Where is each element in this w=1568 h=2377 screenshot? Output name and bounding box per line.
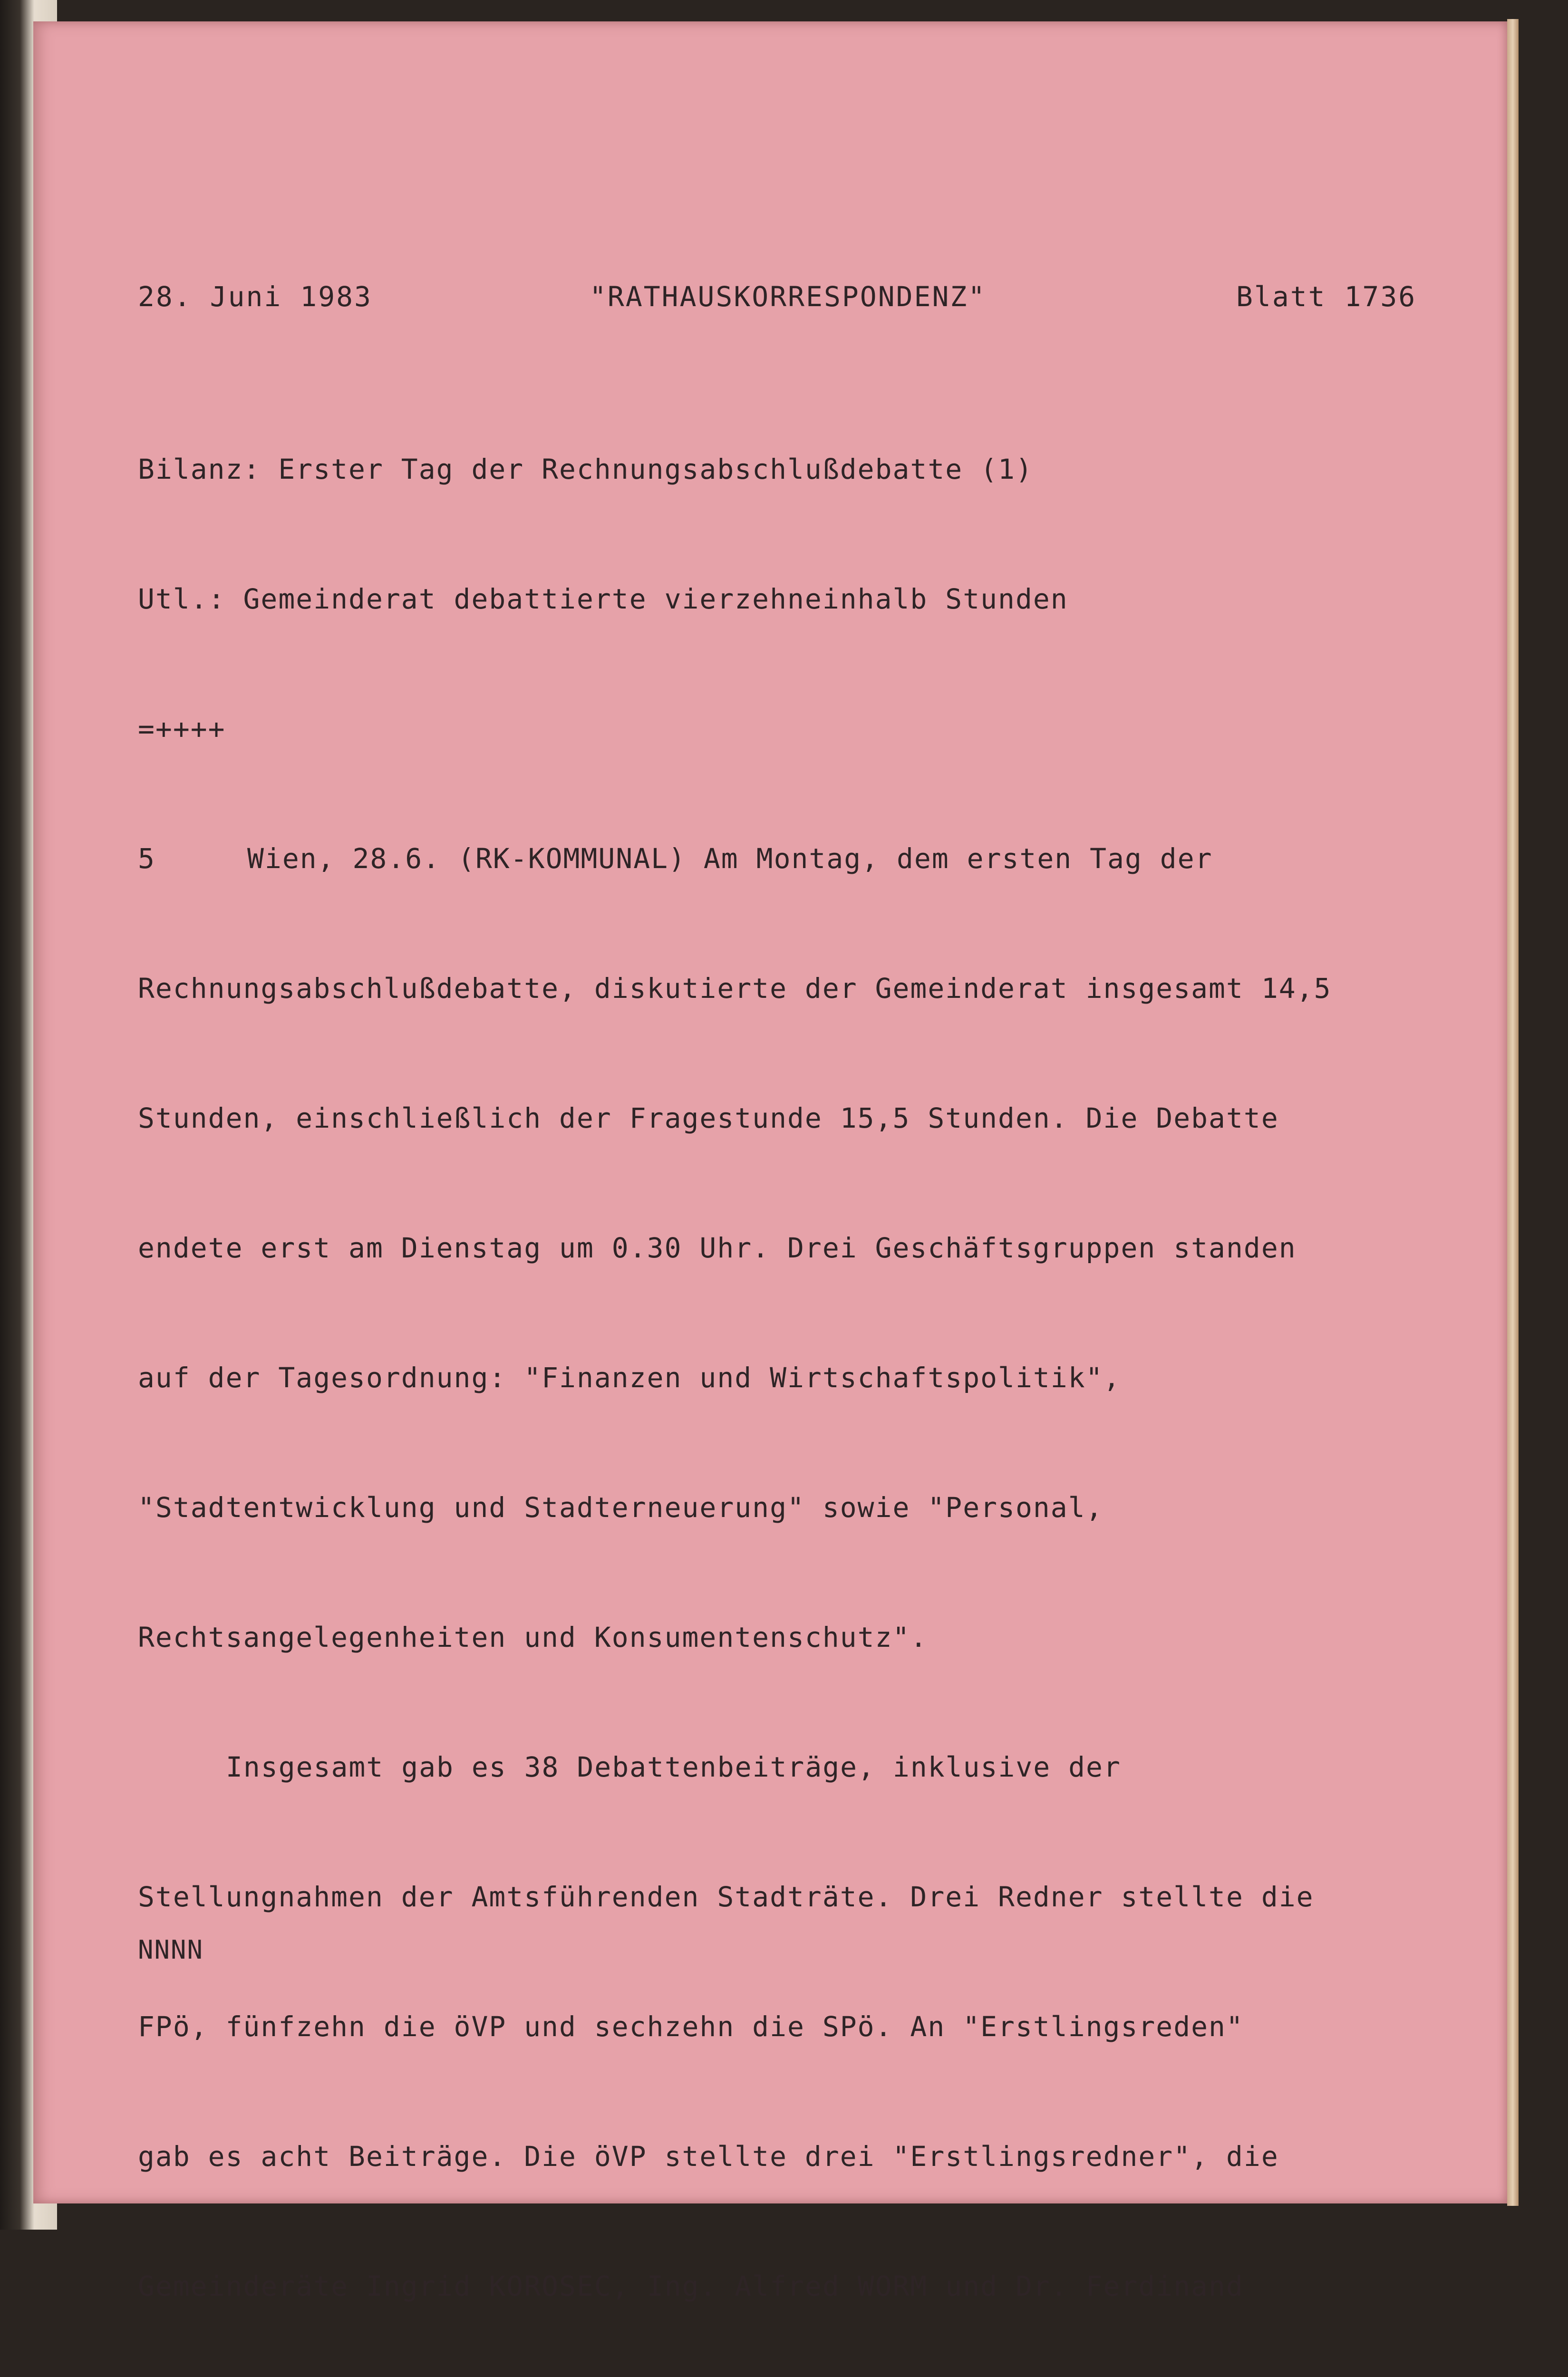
intro-line: Rechnungsabschlußdebatte, diskutierte der Gemeinderat insgesamt 14,5	[138, 972, 1332, 1005]
intro-line: "Stadtentwicklung und Stadterneuerung" sowie "Personal,	[138, 1491, 1103, 1524]
intro-line: auf der Tagesordnung: "Finanzen und Wirtschaftspolitik",	[138, 1362, 1121, 1394]
item-number: 5	[138, 842, 155, 875]
article-subtitle: Utl.: Gemeinderat debattierte vierzehneinhalb Stunden	[138, 583, 1068, 615]
para2-line: Stellungnahmen der Amtsführenden Stadträte. Drei Redner stellte die	[138, 1881, 1314, 1913]
page-edge	[1507, 19, 1519, 2206]
document-body	[138, 361, 1431, 2377]
end-mark: NNNN	[138, 1935, 204, 1965]
intro-line: Rechtsangelegenheiten und Konsumentenschutz".	[138, 1621, 928, 1653]
separator-line: =++++	[138, 713, 226, 745]
para2-line: Gemeinderäte Ingrid KOROSEC, Ing. Alfred WORM und Dr. Ferdinand	[138, 2270, 1244, 2302]
intro-line: Wien, 28.6. (RK-KOMMUNAL) Am Montag, dem ersten Tag der	[247, 842, 1213, 875]
intro-line: Stunden, einschließlich der Fragestunde 15,5 Stunden. Die Debatte	[138, 1102, 1279, 1134]
header-publication: "RATHAUSKORRESPONDENZ"	[590, 280, 987, 313]
background-edge	[1519, 14, 1568, 2230]
header-sheet-number: Blatt 1736	[1236, 280, 1417, 313]
para2-line: Insgesamt gab es 38 Debattenbeiträge, inklusive der	[226, 1751, 1121, 1783]
header-date: 28. Juni 1983	[138, 280, 372, 313]
para2-line: gab es acht Beiträge. Die öVP stellte drei "Erstlingsredner", die	[138, 2140, 1279, 2173]
para2-line: FPö, fünfzehn die öVP und sechzehn die SPö. An "Erstlingsreden"	[138, 2010, 1244, 2043]
intro-first-line	[138, 837, 1431, 880]
article-title: Bilanz: Erster Tag der Rechnungsabschlußdebatte (1)	[138, 453, 1033, 485]
intro-line: endete erst am Dienstag um 0.30 Uhr. Drei Geschäftsgruppen standen	[138, 1232, 1297, 1264]
